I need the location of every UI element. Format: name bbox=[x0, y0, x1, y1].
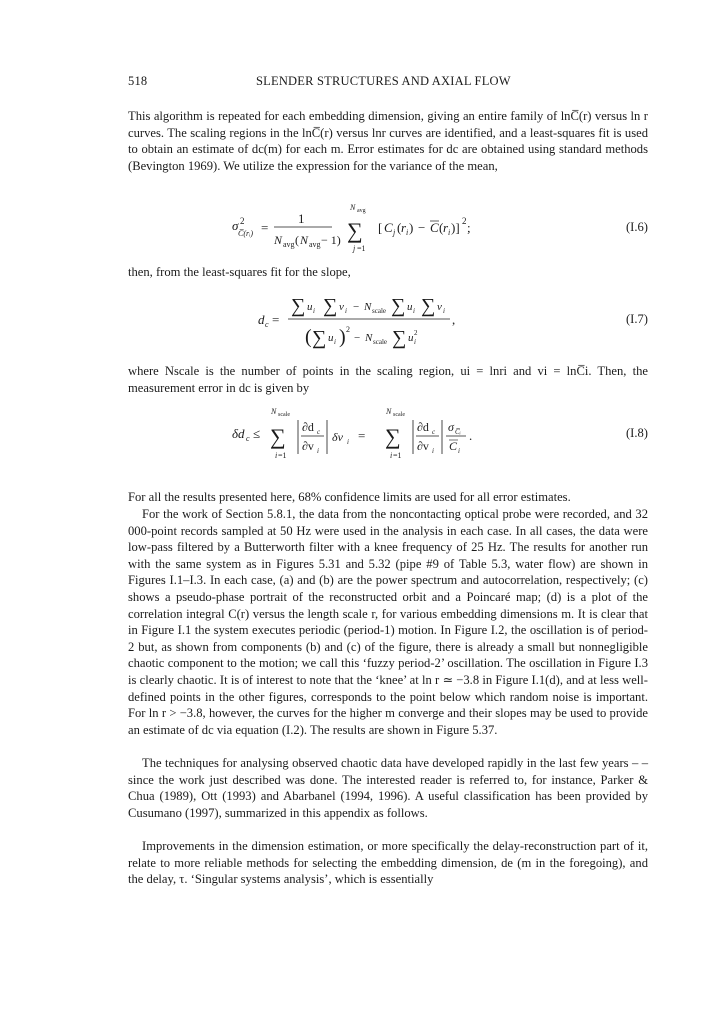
svg-text:v: v bbox=[437, 301, 442, 313]
paragraph-6: The techniques for analysing observed chaotic data have developed rapidly in the last few years – – since the work just described was done. The interested reader is referred to, for instance, Parker & Chua (1989), Ott (1993) and Abarbanel (1994, 1996). A useful classification has been provided by Cusumano (1997), summarized in this appendix as follows. bbox=[128, 756, 648, 820]
equation-i6 bbox=[128, 196, 648, 266]
page-number: 518 bbox=[128, 74, 148, 88]
svg-text:u: u bbox=[328, 332, 334, 344]
equation-number: (I.6) bbox=[625, 220, 648, 234]
svg-text:scale: scale bbox=[393, 412, 405, 418]
svg-text:δv: δv bbox=[332, 430, 343, 444]
svg-text:(: ( bbox=[305, 326, 312, 348]
paragraph-1: This algorithm is repeated for each embedding dimension, giving an entire family of lnC̅(r) versus ln r curves. The scaling regions in the lnC̅(r) versus lnr curves are identified, and a least-squares fit is used to obtain an estimate of dc(m) for each m. Error estimates for dc are obtained using standard methods (Bevington 1969). We utilize the expression for the variance of the mean, bbox=[128, 109, 648, 173]
svg-text:=1: =1 bbox=[278, 451, 287, 460]
svg-text:∂v: ∂v bbox=[417, 439, 429, 453]
svg-text:v: v bbox=[339, 301, 344, 313]
svg-text:2: 2 bbox=[414, 329, 418, 337]
svg-text:scale: scale bbox=[373, 338, 387, 346]
svg-text:i: i bbox=[317, 447, 319, 455]
svg-text:(: ( bbox=[295, 233, 299, 247]
svg-text:∂d: ∂d bbox=[417, 420, 429, 434]
svg-text:r: r bbox=[401, 220, 407, 235]
svg-text:j: j bbox=[353, 244, 356, 253]
svg-text:i: i bbox=[390, 451, 393, 460]
svg-text:=: = bbox=[272, 312, 280, 327]
equation-i8 bbox=[128, 402, 648, 472]
svg-text:∑: ∑ bbox=[312, 327, 327, 349]
running-title: SLENDER STRUCTURES AND AXIAL FLOW bbox=[256, 74, 511, 88]
svg-text:σ: σ bbox=[448, 420, 454, 434]
equation-i6-formula bbox=[128, 196, 648, 266]
svg-text:=: = bbox=[261, 220, 269, 235]
svg-text:): ) bbox=[409, 220, 414, 235]
svg-text:− 1): − 1) bbox=[321, 233, 341, 247]
svg-text:N: N bbox=[300, 233, 309, 247]
svg-text:C: C bbox=[449, 439, 458, 453]
svg-text:δd: δd bbox=[232, 426, 245, 441]
paragraph-5: For the work of Section 5.8.1, the data from the noncontacting optical probe were recorded, and 32 000-point records sampled at 50 Hz were used in the analysis in each case. In all cases, the data were low-pass filtered by a Butterworth filter with a knee frequency of 25 Hz. The results for another run with the same system as in Figures 5.31 and 5.32 (pipe #9 of Table 5.3, water flow) are shown in Figures I.1–I.3. In each case, (a) and (b) are the power spectrum and autocorrelation, respectively; (c) shows a pseudo-phase portrait of the reconstructed orbit and a Poincaré map; (d) is a plot of the correlation integral C(r) versus the length scale r, for various embedding dimensions m. It is clear that in Figure I.1 the system executes periodic (period-1) motion. In Figure I.2, the oscillation is of period-2 but, as shown from components (b) and (c) of the figure, there is already a small but nonnegligible chaotic component to the motion; we call this ‘fuzzy period-2’ oscillation. The oscillation in Figure I.3 is clearly chaotic. It is of interest to note that the ‘knee’ at ln r ≃ −3.8 in Figure I.1(d), and at less well-defined points in the other figures, corresponds to the point below which random noise is important. For ln r > −3.8, however, the curves for the higher m converge and their slopes may be used to provide an estimate of dc via equation (I.2). The results are shown in Figure 5.37. bbox=[128, 507, 648, 737]
svg-text:=1: =1 bbox=[393, 451, 402, 460]
paragraph-4: For all the results presented here, 68% confidence limits are used for all error estimates. bbox=[128, 490, 571, 504]
svg-text:C̅(rᵢ): C̅(rᵢ) bbox=[238, 229, 254, 238]
svg-text:avg: avg bbox=[309, 240, 321, 249]
equation-number: (I.7) bbox=[625, 312, 648, 326]
svg-text:c: c bbox=[432, 428, 436, 436]
svg-text:N: N bbox=[386, 407, 392, 416]
svg-text:avg: avg bbox=[283, 240, 295, 249]
svg-text:N: N bbox=[271, 407, 277, 416]
svg-text:i: i bbox=[313, 307, 315, 315]
svg-text:∑: ∑ bbox=[392, 327, 407, 349]
svg-text:scale: scale bbox=[372, 307, 386, 315]
equation-number: (I.8) bbox=[625, 426, 648, 440]
svg-text:C̅ᵢ: C̅ᵢ bbox=[455, 428, 461, 436]
svg-text:u: u bbox=[408, 332, 414, 344]
svg-text:i: i bbox=[345, 307, 347, 315]
svg-text:i: i bbox=[334, 338, 336, 346]
svg-text:∑: ∑ bbox=[347, 218, 363, 243]
svg-text:j: j bbox=[393, 228, 396, 237]
svg-text:d: d bbox=[258, 312, 265, 327]
svg-text:2: 2 bbox=[240, 216, 245, 226]
svg-text:i: i bbox=[347, 438, 349, 446]
svg-text:c: c bbox=[265, 320, 269, 329]
equation-i8-formula bbox=[128, 402, 648, 472]
svg-text:;: ; bbox=[467, 220, 471, 235]
svg-text:(: ( bbox=[439, 220, 444, 235]
svg-text:∑: ∑ bbox=[391, 295, 406, 317]
svg-text:∑: ∑ bbox=[291, 295, 306, 317]
svg-text:2: 2 bbox=[346, 325, 350, 334]
svg-text:(: ( bbox=[397, 220, 402, 235]
svg-text:scale: scale bbox=[278, 412, 290, 418]
svg-text:≤: ≤ bbox=[253, 426, 261, 441]
svg-text:c: c bbox=[246, 434, 250, 443]
paragraph-2: then, from the least-squares fit for the slope, bbox=[128, 265, 351, 279]
svg-text:N: N bbox=[364, 301, 372, 313]
equation-i7 bbox=[128, 288, 648, 358]
svg-text:∑: ∑ bbox=[421, 295, 436, 317]
svg-text:∂d: ∂d bbox=[302, 420, 314, 434]
svg-text:∂v: ∂v bbox=[302, 439, 314, 453]
svg-text:=1: =1 bbox=[357, 244, 366, 253]
svg-text:i: i bbox=[406, 228, 409, 237]
svg-text:i: i bbox=[275, 451, 278, 460]
paragraph-3: where Nscale is the number of points in the scaling region, ui = lnri and vi = lnC̅i. Then, the measurement error in dc is given by bbox=[128, 364, 648, 395]
svg-text:2: 2 bbox=[462, 216, 467, 226]
svg-text:i: i bbox=[448, 228, 451, 237]
svg-text:∑: ∑ bbox=[270, 424, 286, 449]
svg-text:−: − bbox=[353, 301, 360, 313]
svg-text:C: C bbox=[384, 220, 393, 235]
svg-text:C: C bbox=[430, 220, 439, 235]
svg-text:avg: avg bbox=[357, 208, 366, 214]
svg-text:c: c bbox=[317, 428, 321, 436]
paragraph-7: Improvements in the dimension estimation, or more specifically the delay-reconstruction part of it, relate to more reliable methods for selecting the embedding dimension, de (m in the foregoing), and the delay, τ. ‘Singular systems analysis’, which is essentially bbox=[128, 839, 648, 887]
svg-text:∑: ∑ bbox=[385, 424, 401, 449]
svg-text:σ: σ bbox=[232, 218, 239, 233]
svg-text:u: u bbox=[307, 301, 313, 313]
svg-text:N: N bbox=[350, 203, 356, 212]
svg-text:i: i bbox=[413, 307, 415, 315]
svg-text:.: . bbox=[469, 428, 473, 443]
svg-text:): ) bbox=[339, 326, 346, 348]
equation-i7-formula bbox=[128, 288, 648, 358]
svg-text:i: i bbox=[432, 447, 434, 455]
svg-text:N: N bbox=[274, 233, 283, 247]
svg-text:i: i bbox=[458, 447, 460, 455]
svg-text:i: i bbox=[443, 307, 445, 315]
svg-text:u: u bbox=[407, 301, 413, 313]
svg-text:∑: ∑ bbox=[323, 295, 338, 317]
svg-text:−: − bbox=[354, 332, 361, 344]
svg-text:)]: )] bbox=[451, 220, 460, 235]
svg-text:=: = bbox=[358, 428, 366, 443]
svg-text:i: i bbox=[414, 338, 416, 346]
svg-text:,: , bbox=[452, 312, 456, 327]
svg-text:−: − bbox=[418, 220, 426, 235]
svg-text:[: [ bbox=[378, 220, 383, 235]
svg-text:r: r bbox=[443, 220, 449, 235]
svg-text:N: N bbox=[365, 332, 373, 344]
svg-text:1: 1 bbox=[298, 211, 305, 226]
